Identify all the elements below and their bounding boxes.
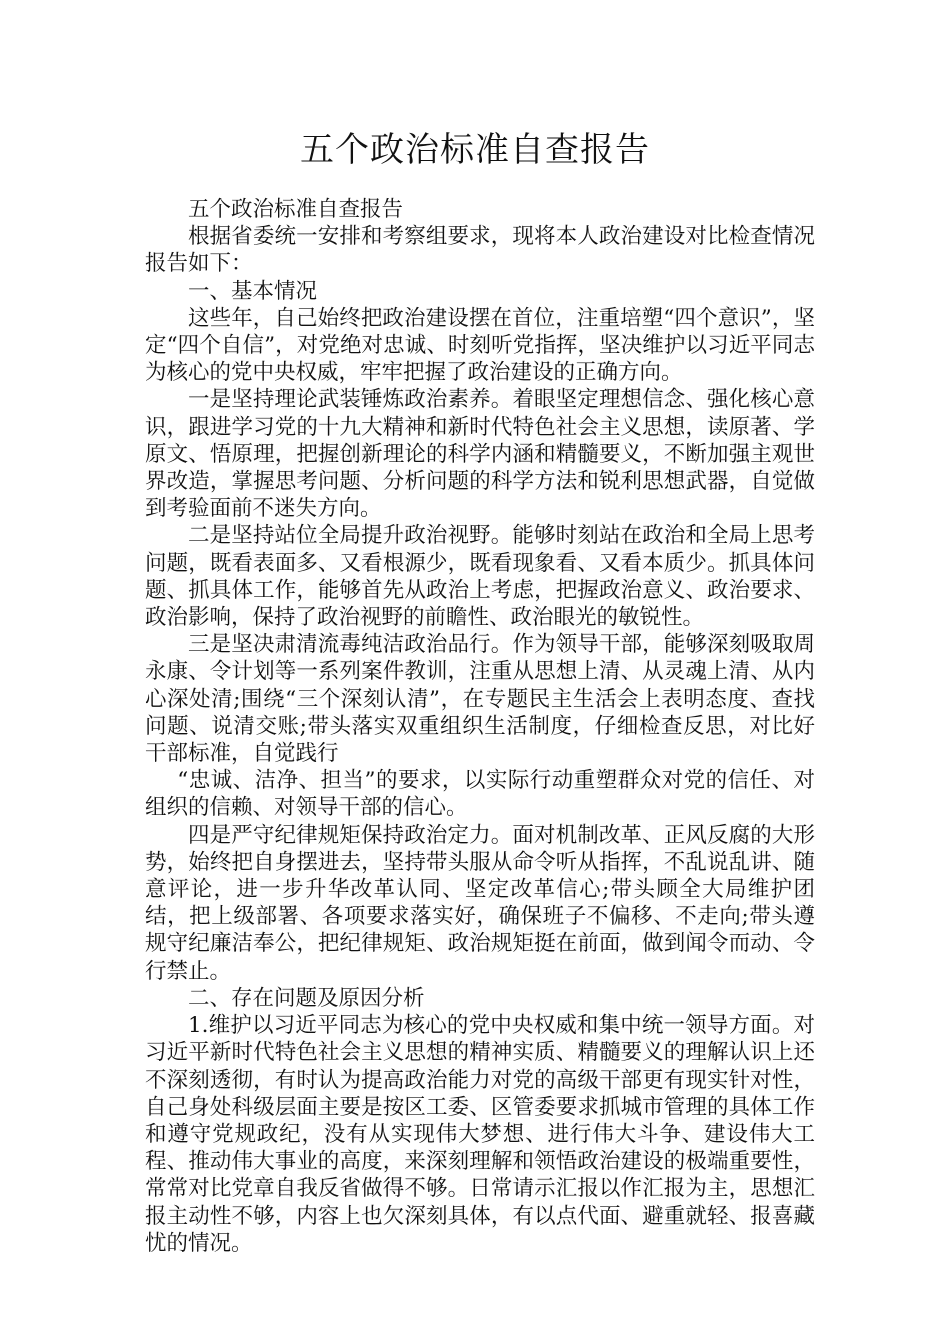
paragraph-point-four: 四是严守纪律规矩保持政治定力。面对机制改革、正风反腐的大形势，始终把自身摆进去，坚持带头服从命令听从指挥，不乱说乱讲、随意评论，进一步升华改革认同、坚定改革信心;带头顾全大局维护团结，把上级部署、各项要求落实好，确保班子不偏移、不走向;带头遵规守纪廉洁奉公，把纪律规矩、政治规矩挺在前面，做到闻令而动、令行禁止。 xyxy=(145,822,815,984)
document-body xyxy=(145,196,815,1257)
paragraph-basic-overview: 这些年，自己始终把政治建设摆在首位，注重培塑“四个意识”，坚定“四个自信”，对党绝对忠诚、时刻听党指挥，坚决维护以习近平同志为核心的党中央权威，牢牢把握了政治建设的正确方向。 xyxy=(145,305,815,386)
paragraph-point-three-continued: “忠诚、洁净、担当”的要求，以实际行动重塑群众对党的信任、对组织的信赖、对领导干部的信心。 xyxy=(145,768,815,821)
paragraph-point-three: 三是坚决肃清流毒纯洁政治品行。作为领导干部，能够深刻吸取周永康、令计划等一系列案件教训，注重从思想上清、从灵魂上清、从内心深处清;围绕“三个深刻认清”，在专题民主生活会上表明态度、查找问题、说清交账;带头落实双重组织生活制度，仔细检查反思，对比好干部标准，自觉践行 xyxy=(145,632,815,767)
paragraph-intro: 根据省委统一安排和考察组要求，现将本人政治建设对比检查情况报告如下： xyxy=(145,224,815,277)
paragraph-point-one: 一是坚持理论武装锤炼政治素养。着眼坚定理想信念、强化核心意识，跟进学习党的十九大精神和新时代特色社会主义思想，读原著、学原文、悟原理，把握创新理论的科学内涵和精髓要义，不断加强主观世界改造，掌握思考问题、分析问题的科学方法和锐利思想武器，自觉做到考验面前不迷失方向。 xyxy=(145,387,815,522)
paragraph-subtitle: 五个政治标准自查报告 xyxy=(188,197,404,222)
section-heading-problems: 二、存在问题及原因分析 xyxy=(188,985,425,1011)
paragraph-problem-one: 1.维护以习近平同志为核心的党中央权威和集中统一领导方面。对习近平新时代特色社会主义思想的精神实质、精髓要义的理解认识上还不深刻透彻，有时认为提高政治能力对党的高级干部更有现实针对性，自己身处科级层面主要是按区工委、区管委要求抓城市管理的具体工作和遵守党规政纪，没有从实现伟大梦想、进行伟大斗争、建设伟大工程、推动伟大事业的高度，来深刻理解和领悟政治建设的极端重要性，常常对比党章自我反省做得不够。日常请示汇报以作汇报为主，思想汇报主动性不够，内容上也欠深刻具体，有以点代面、避重就轻、报喜藏忧的情况。 xyxy=(145,1013,815,1256)
document-title: 五个政治标准自查报告 xyxy=(300,130,650,170)
section-heading-basic: 一、基本情况 xyxy=(188,278,318,304)
paragraph-point-two: 二是坚持站位全局提升政治视野。能够时刻站在政治和全局上思考问题，既看表面多、又看根源少，既看现象看、又看本质少。抓具体问题、抓具体工作，能够首先从政治上考虑，把握政治意义、政治要求、政治影响，保持了政治视野的前瞻性、政治眼光的敏锐性。 xyxy=(145,523,815,631)
